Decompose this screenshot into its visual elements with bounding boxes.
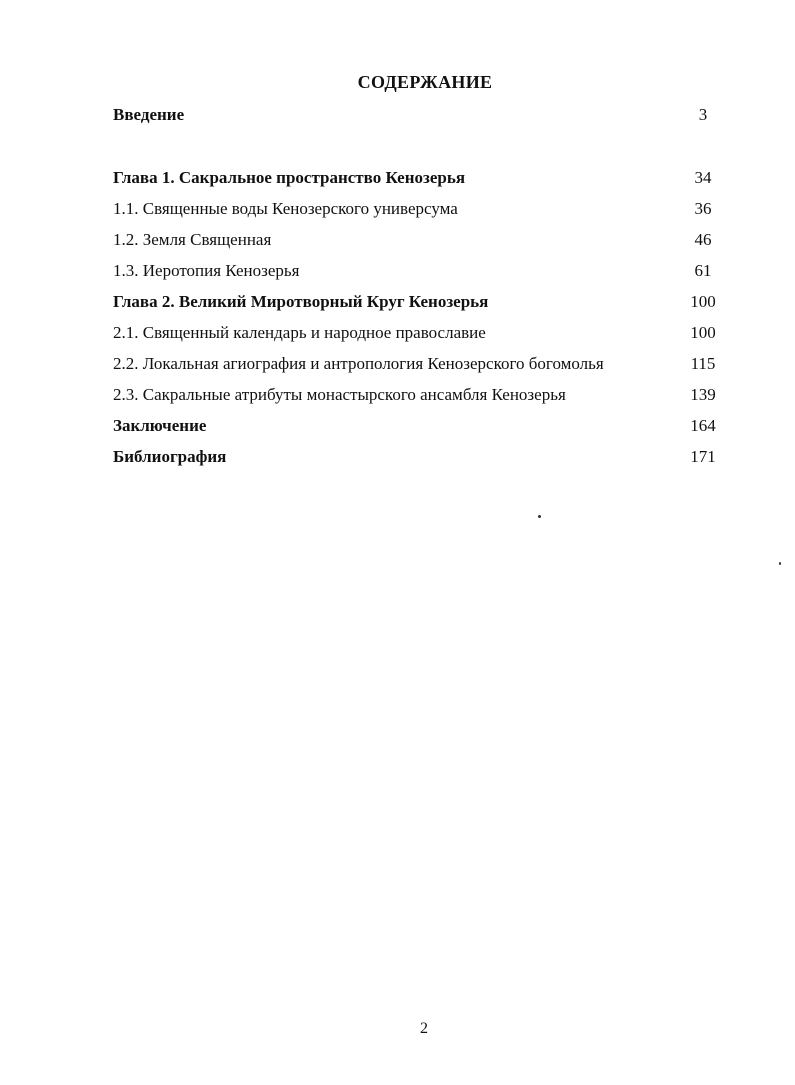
toc-entry-title: Глава 1. Сакральное пространство Кенозерья [113,168,466,187]
toc-entry-page: 36 [694,199,712,218]
toc-entry-page: 100 [690,323,716,342]
toc-entry-title: 2.1. Священный календарь и народное православие [113,323,486,342]
toc-entry-title: Заключение [113,416,207,435]
scan-speck [779,562,781,565]
toc-entry-title: Введение [113,105,185,124]
toc-entry-title: 1.3. Иеротопия Кенозерья [113,261,300,280]
toc-entry-conclusion [113,414,728,438]
toc-entry-title: 1.1. Священные воды Кенозерского универсума [113,199,458,218]
toc-entry-page: 61 [694,261,712,280]
toc-entry-bibliography [113,445,728,469]
toc-entry-page: 46 [694,230,712,249]
toc-entry-section-2-3 [113,383,728,407]
toc-entry-page: 115 [690,354,716,373]
toc-entry-chapter-2 [113,290,728,314]
toc-entry-section-1-1 [113,197,728,221]
toc-entry-section-2-1 [113,321,728,345]
scan-speck [538,515,541,518]
toc-entry-section-1-3 [113,259,728,283]
toc-entry-page: 100 [690,292,716,311]
toc-entry-section-1-2 [113,228,728,252]
toc-entry-title: Библиография [113,447,227,466]
page-number: 2 [420,1020,428,1037]
toc-entry-introduction [113,103,728,127]
toc-entry-page: 34 [694,168,712,187]
toc-entry-title: 1.2. Земля Священная [113,230,272,249]
toc-entry-title: 2.2. Локальная агиография и антропология Кенозерского богомолья [113,354,604,373]
page-title: СОДЕРЖАНИЕ [357,72,493,92]
toc-entry-page: 164 [690,416,716,435]
toc-entry-chapter-1 [113,166,728,190]
toc-entry-section-2-2 [113,352,728,376]
toc-entry-title: 2.3. Сакральные атрибуты монастырского ансамбля Кенозерья [113,385,566,404]
toc-entry-page: 3 [698,105,708,124]
toc-entry-page: 139 [690,385,716,404]
toc-entry-title: Глава 2. Великий Миротворный Круг Кенозерья [113,292,489,311]
toc-entry-page: 171 [690,447,716,466]
